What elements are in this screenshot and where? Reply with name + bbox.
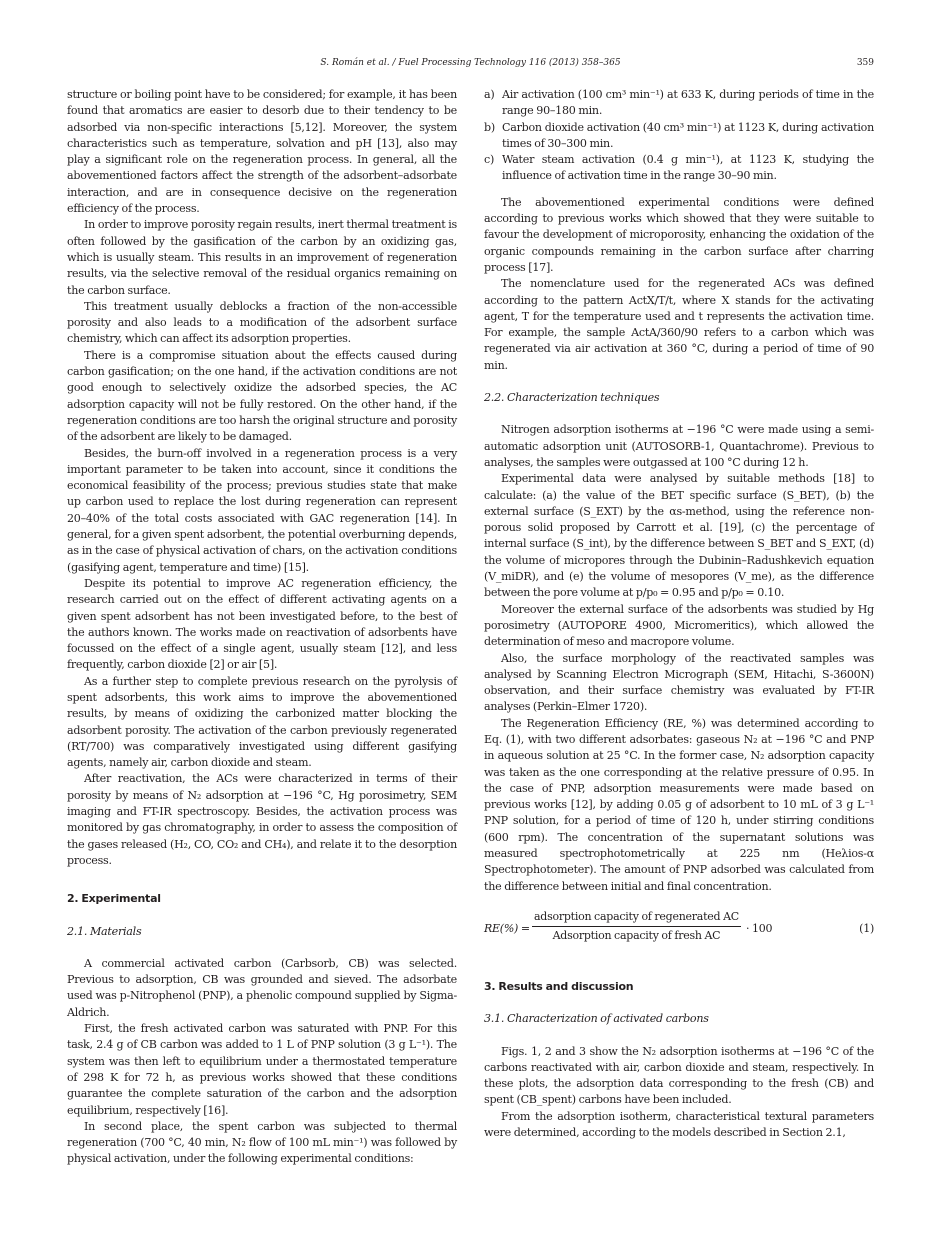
paragraph: From the adsorption isotherm, characteristical textural parameters were determined, according to the models described in Section 2.1, — [484, 1109, 874, 1140]
list-item — [484, 87, 874, 120]
paragraph: The nomenclature used for the regenerated ACs was defined according to the pattern ActX/T/t, where X stands for the activating agent, T for the temperature used and t represents the activation time. For example, the sample ActA/360/90 refers to a carbon which was regenerated via air activation at 360 °C, during a period of time of 90 min. — [484, 277, 874, 372]
paragraph: Moreover the external surface of the adsorbents was studied by Hg porosimetry (AUTOPORE 4900, Micromeritics), which allowed the determination of meso and macropore volume. — [484, 602, 874, 649]
equation-number: (1) — [859, 921, 874, 935]
running-header — [67, 58, 874, 72]
left-column — [67, 87, 457, 1168]
paragraph: A commercial activated carbon (Carbsorb, CB) was selected. Previous to adsorption, CB was grounded and sieved. The adsorbate used was p-Nitrophenol (PNP), a phenolic compound supplied by Sigma-Aldrich. — [67, 956, 457, 1019]
paragraph: Also, the surface morphology of the reactivated samples was analysed by Scanning Electron Micrograph (SEM, Hitachi, S-3600N) observation, and their surface chemistry was evaluated by FT-IR analyses (Perkin–Elmer 1720). — [484, 651, 874, 714]
list-marker: b) — [484, 120, 495, 134]
equation-fraction — [532, 909, 741, 945]
paragraph: The abovementioned experimental conditions were defined according to previous works which showed that they were suitable to favour the development of microporosity, enhancing the oxidation of the organic compounds remaining in the carbon surface after charring process [17]. — [484, 195, 874, 274]
equation-lhs: RE(%) = — [484, 921, 530, 935]
subsection-heading: 2.1. Materials — [67, 924, 142, 938]
list-item-text: Carbon dioxide activation (40 cm³ min⁻¹) at 1123 K, during activation times of 30–300 min. — [502, 120, 874, 150]
right-column — [484, 87, 874, 1141]
section-heading: 2. Experimental — [67, 892, 161, 906]
paragraph: In second place, the spent carbon was subjected to thermal regeneration (700 °C, 40 min, N₂ flow of 100 mL min⁻¹) was followed by physical activation, under the following experimental conditions: — [67, 1119, 457, 1166]
list-item-text: Water steam activation (0.4 g min⁻¹), at 1123 K, studying the influence of activation time in the range 30–90 min. — [502, 153, 874, 183]
paragraph: After reactivation, the ACs were characterized in terms of their porosity by means of N₂ adsorption at −196 °C, Hg porosimetry, SEM imaging and FT-IR spectroscopy. Besides, the activation process was monitored by gas chromatography, in order to assess the composition of the gases released (H₂, CO, CO₂ and CH₄), and relate it to the desorption process. — [67, 772, 457, 867]
paragraph: As a further step to complete previous research on the pyrolysis of spent adsorbents, this work aims to improve the abovementioned results, by means of oxidizing the carbonized matter blocking the adsorbent porosity. The activation of the carbon previously regenerated (RT/700) was comparatively investigated using different gasifying agents, namely air, carbon dioxide and steam. — [67, 674, 457, 770]
paragraph: In order to improve porosity regain results, inert thermal treatment is often followed by the gasification of the carbon by an oxidizing gas, which is usually steam. This results in an improvement of regeneration results, via the selective removal of the residual organics remaining on the carbon surface. — [67, 218, 457, 297]
subsection-heading: 3.1. Characterization of activated carbons — [484, 1012, 709, 1026]
list-item-text: Air activation (100 cm³ min⁻¹) at 633 K, during periods of time in the range 90–180 min. — [502, 88, 874, 118]
paragraph: First, the fresh activated carbon was saturated with PNP. For this task, 2.4 g of CB carbon was added to 1 L of PNP solution (3 g L⁻¹). The system was then left to equilibrium under a thermostated temperature of 298 K for 72 h, as previous works showed that these conditions guarantee the complete saturation of the carbon and the adsorption equilibrium, respectively [16]. — [67, 1022, 457, 1117]
running-title: S. Román et al. / Fuel Processing Technology 116 (2013) 358–365 — [320, 58, 621, 68]
paragraph: structure or boiling point have to be considered; for example, it has been found that aromatics are easier to desorb due to their tendency to be adsorbed via non-specific interactions [5,12]. Moreover, the system characteristics such as temperature, solvation and pH [13], also may play a significant role on the regeneration process. In general, all the abovementioned factors affect the strength of the adsorbent–adsorbate interaction, and are in consequence decisive on the regeneration efficiency of the process. — [67, 88, 457, 216]
list-marker: a) — [484, 88, 495, 101]
paragraph: Experimental data were analysed by suitable methods [18] to calculate: (a) the value of the BET specific surface (S_BET), (b) the external surface (S_EXT) by the αs-method, using the reference non-porous solid proposed by Carrott et al. [19], (c) the percentage of internal surface (S_int), by the difference between S_BET and S_EXT, (d) the volume of micropores through the Dubinin–Radushkevich equation (V_miDR), and (e) the volume of mesopores (V_me), as the difference between the pore volume at p/p₀ = 0.95 and p/p₀ = 0.10. — [484, 472, 874, 600]
paragraph: Nitrogen adsorption isotherms at −196 °C were made using a semi-automatic adsorption unit (AUTOSORB-1, Quantachrome). Previous to analyses, the samples were outgassed at 100 °C during 12 h. — [484, 423, 874, 469]
activation-conditions-list — [484, 87, 874, 185]
paragraph: This treatment usually deblocks a fraction of the non-accessible porosity and also leads to a modification of the adsorbent surface chemistry, which can affect its adsorption properties. — [67, 299, 457, 346]
list-marker: c) — [484, 153, 495, 167]
list-item — [484, 120, 874, 153]
paragraph: The Regeneration Efficiency (RE, %) was determined according to Eq. (1), with two different adsorbates: gaseous N₂ at −196 °C and PNP in aqueous solution at 25 °C. In the former case, N₂ adsorption capacity was taken as the one corresponding at the relative pressure of 0.95. In the case of PNP, adsorption measurements were made based on previous works [12], by adding 0.05 g of adsorbent to 10 mL of 3 g L⁻¹ PNP solution, for a period of time of 120 h, under stirring conditions (600 rpm). The concentration of the supernatant solutions was measured spectrophotometrically at 225 nm (Heλios-α Spectrophotometer). The amount of PNP adsorbed was calculated from the difference between initial and final concentration. — [484, 716, 874, 893]
subsection-heading: 2.2. Characterization techniques — [484, 391, 660, 405]
equation-1 — [484, 909, 874, 949]
equation-denominator: Adsorption capacity of fresh AC — [552, 929, 721, 943]
list-item — [484, 152, 874, 185]
page-number: 359 — [856, 58, 874, 68]
paragraph: There is a compromise situation about the effects caused during carbon gasification; on the one hand, if the activation conditions are not good enough to selectively oxidize the adsorbed species, the AC adsorption capacity will not be fully restored. On the other hand, if the regeneration conditions are too harsh the original structure and porosity of the adsorbent are likely to be damaged. — [67, 348, 457, 444]
equation-numerator: adsorption capacity of regenerated AC — [532, 909, 741, 927]
paragraph: Despite its potential to improve AC regeneration efficiency, the research carried out on the effect of different activating agents on a given spent adsorbent has not been investigated before, to the best of the authors known. The works made on reactivation of adsorbents have focussed on the effect of a single agent, usually steam [12], and less frequently, carbon dioxide [2] or air [5]. — [67, 576, 457, 672]
paragraph: Besides, the burn-off involved in a regeneration process is a very important parameter to be taken into account, since it conditions the economical feasibility of the process; previous studies state that make up carbon used to replace the lost during regeneration can represent 20–40% of the total costs associated with GAC regeneration [14]. In general, for a given spent adsorbent, the potential overburning depends, as in the case of physical activation of chars, on the activation conditions (gasifying agent, temperature and time) [15]. — [67, 446, 457, 574]
paragraph: Figs. 1, 2 and 3 show the N₂ adsorption isotherms at −196 °C of the carbons reactivated with air, carbon dioxide and steam, respectively. In these plots, the adsorption data corresponding to the fresh (CB) and spent (CB_spent) carbons have been included. — [484, 1044, 874, 1107]
equation-multiplier: · 100 — [746, 921, 773, 935]
section-heading: 3. Results and discussion — [484, 979, 634, 993]
